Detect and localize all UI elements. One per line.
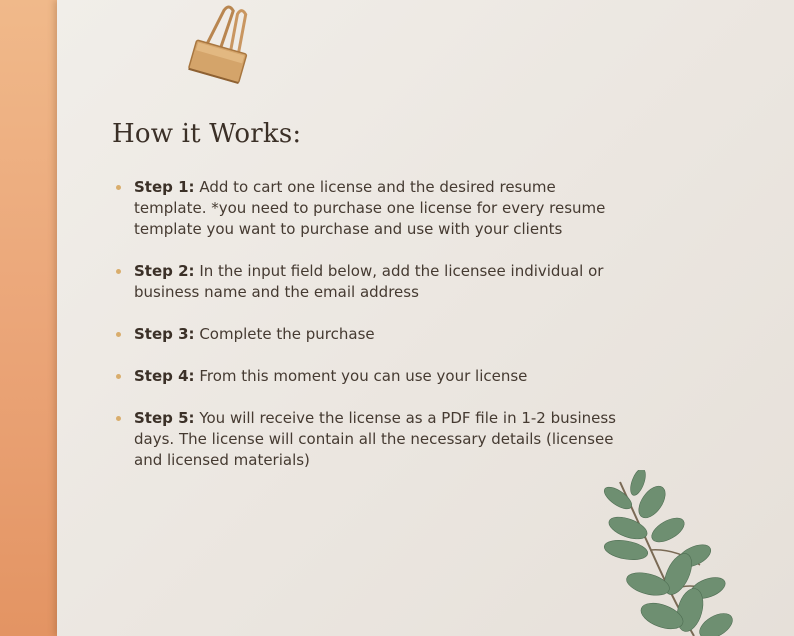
bullet-icon [116,269,121,274]
bullet-icon [116,416,121,421]
step-text: From this moment you can use your license [194,367,528,385]
step-label: Step 1: [134,178,195,196]
bullet-icon [116,185,121,190]
step-item-2 [116,261,626,303]
steps-list [116,177,626,492]
orange-side-strip [0,0,57,636]
page-title: How it Works: [112,119,302,149]
step-item-5 [116,408,626,471]
step-label: Step 4: [134,367,195,385]
step-item-1 [116,177,626,240]
eucalyptus-branch-icon [590,470,794,636]
step-text: Complete the purchase [194,325,375,343]
binder-clip-icon [180,0,260,90]
step-item-4 [116,366,626,387]
step-text: In the input field below, add the licensee individual or business name and the email address [134,262,604,301]
step-text: Add to cart one license and the desired resume template. *you need to purchase one license for every resume template you want to purchase and use with your clients [134,178,606,238]
step-label: Step 3: [134,325,195,343]
step-text: You will receive the license as a PDF file in 1-2 business days. The license will contain all the necessary details (licensee and licensed materials) [134,409,616,469]
bullet-icon [116,374,121,379]
step-label: Step 5: [134,409,195,427]
bullet-icon [116,332,121,337]
step-item-3 [116,324,626,345]
step-label: Step 2: [134,262,195,280]
